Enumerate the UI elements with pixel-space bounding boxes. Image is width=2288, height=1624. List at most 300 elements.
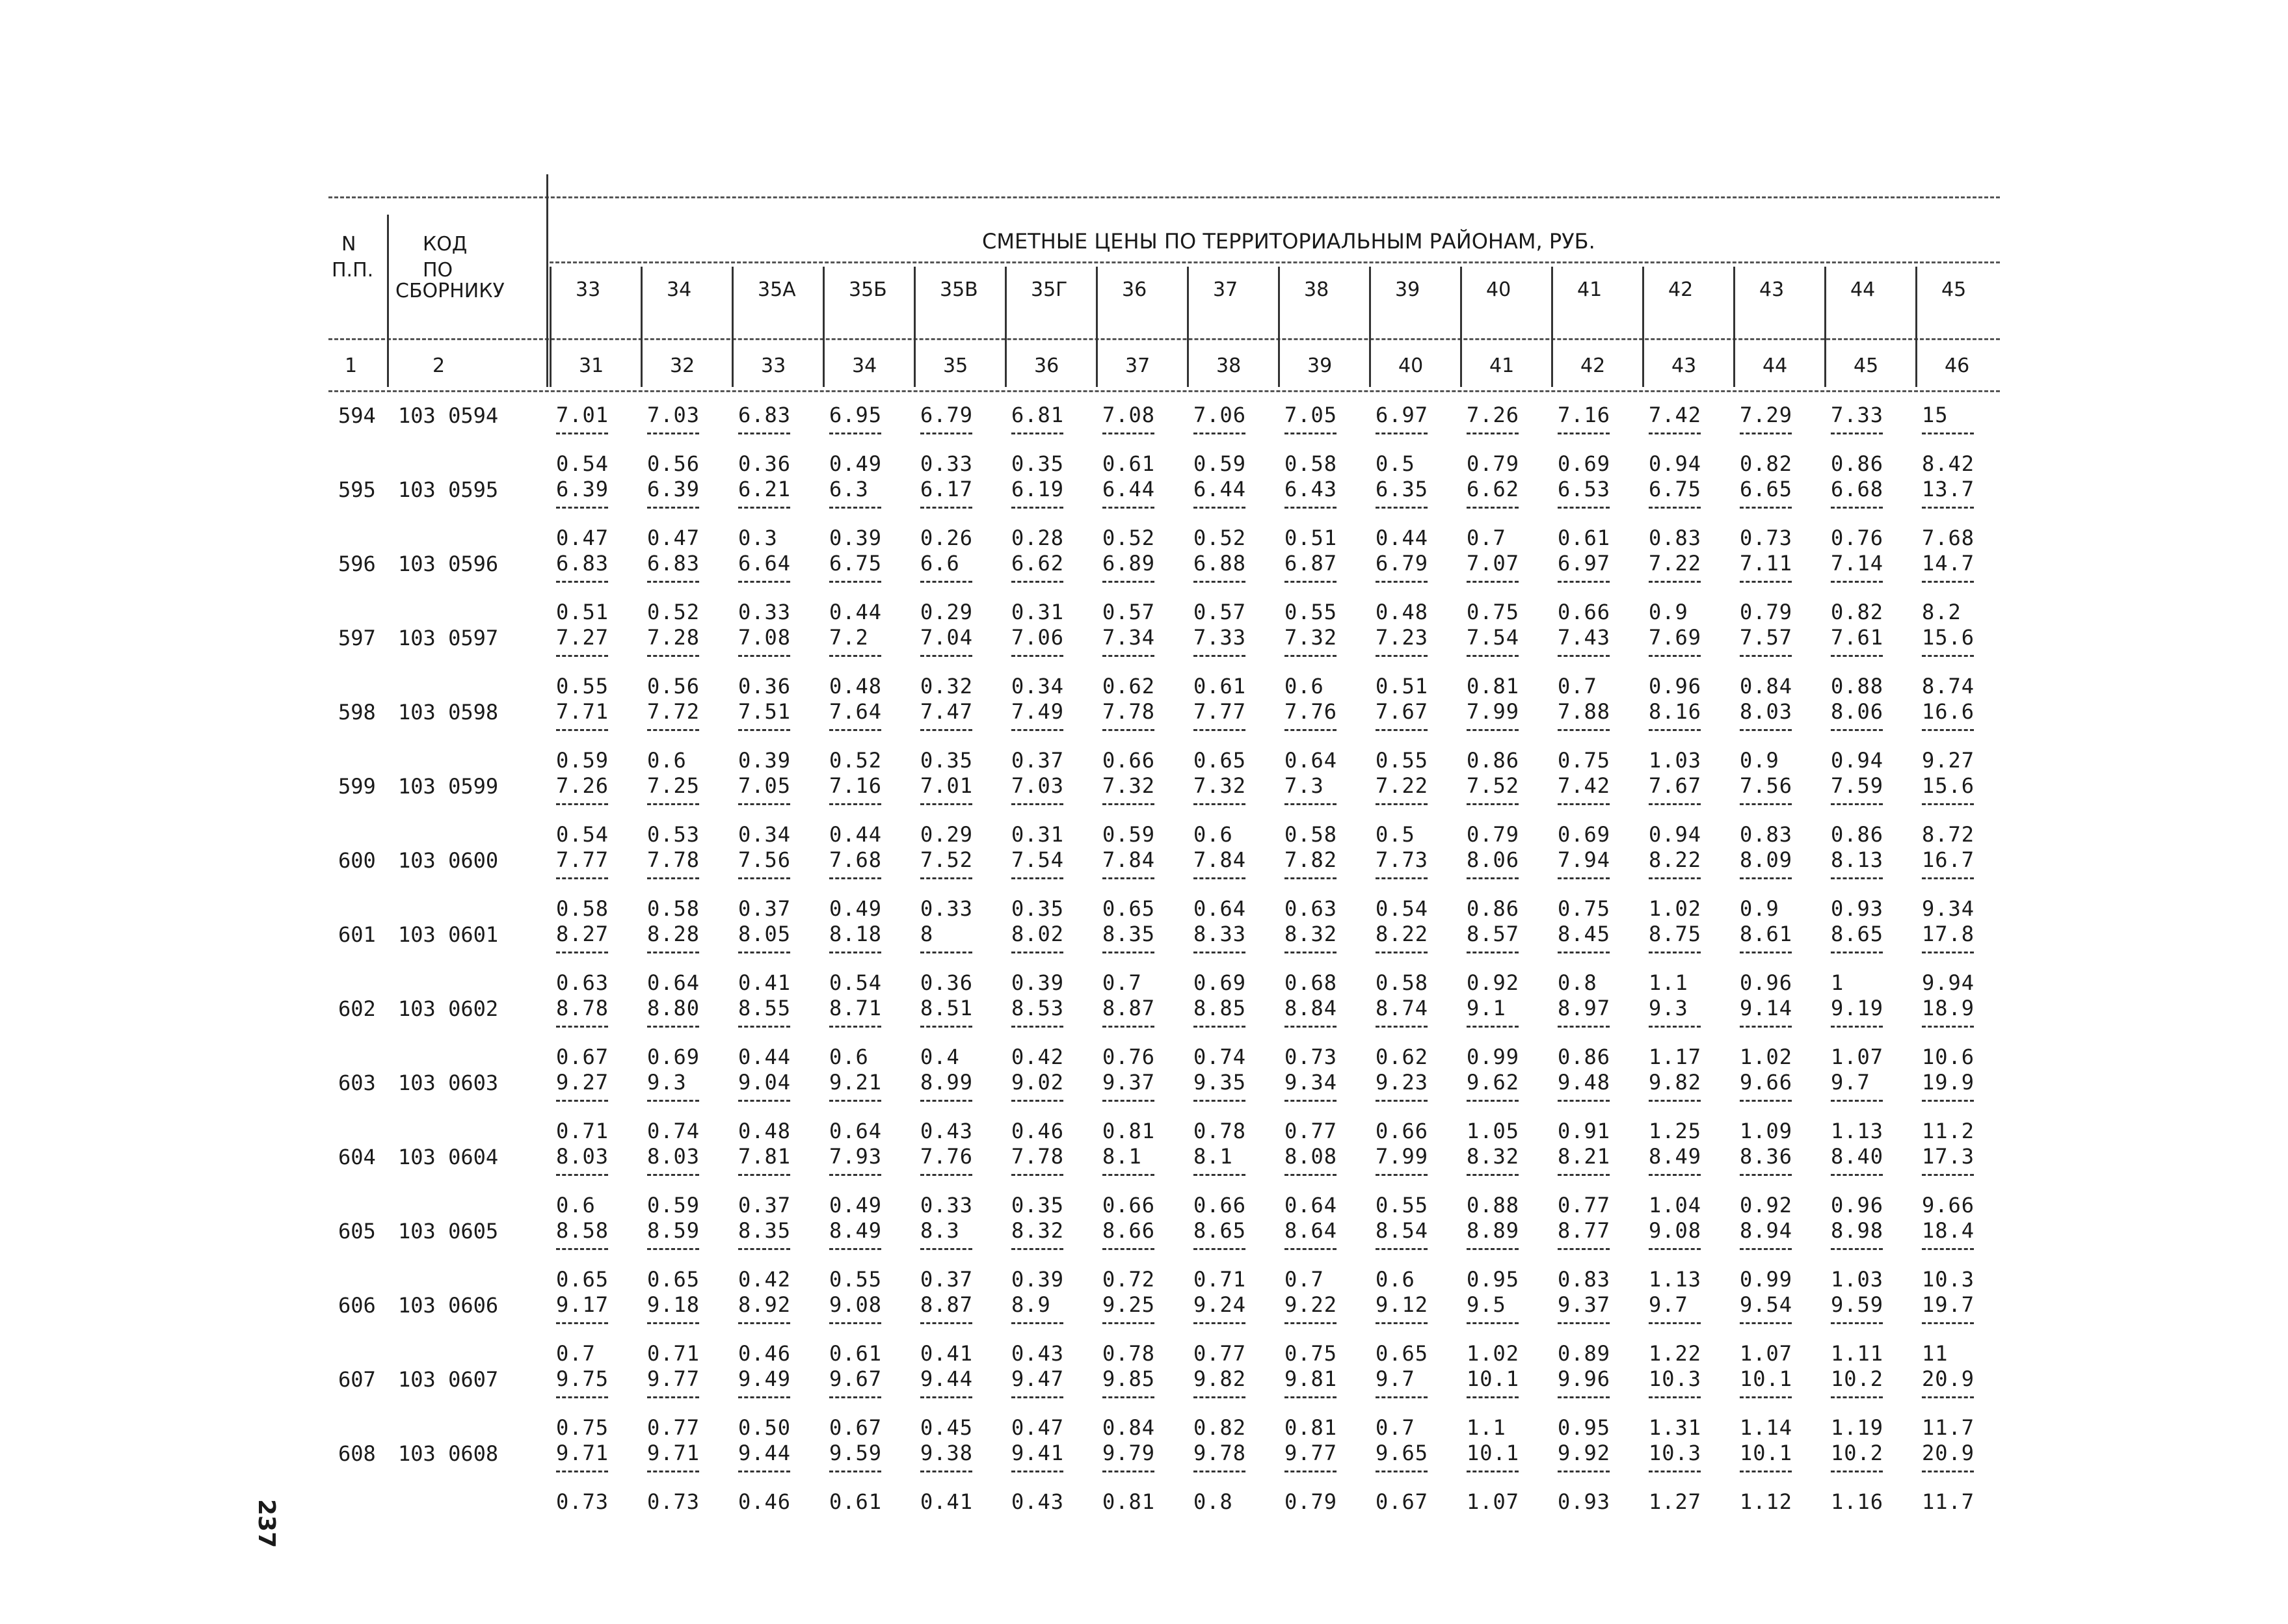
fraction-line (920, 729, 972, 731)
fraction-line (1558, 1174, 1610, 1176)
labor-value: 0.55 (1376, 748, 1429, 773)
price-value: 9.3 (647, 1070, 687, 1095)
fraction-line (1922, 581, 1974, 583)
fraction-line (1193, 507, 1245, 509)
fraction-line (738, 877, 790, 879)
labor-value: 0.58 (556, 896, 609, 921)
price-value: 9.35 (1193, 1070, 1247, 1095)
price-value: 7.84 (1102, 847, 1156, 872)
labor-value: 0.67 (829, 1415, 883, 1440)
fraction-line (1193, 1322, 1245, 1324)
labor-value: 0.50 (738, 1415, 791, 1440)
fraction-line (1193, 1471, 1245, 1472)
price-value: 9.19 (1831, 996, 1884, 1020)
price-value: 8.02 (1011, 922, 1065, 946)
labor-value: 0.35 (920, 748, 974, 773)
fraction-line (1467, 1100, 1519, 1102)
column-number: 42 (1580, 354, 1606, 377)
price-value: 8.75 (1649, 922, 1702, 946)
labor-value: 0.65 (647, 1267, 700, 1292)
region-divider (1642, 267, 1644, 387)
price-value: 8.45 (1558, 922, 1611, 946)
price-value: 7.99 (1376, 1144, 1429, 1169)
labor-value: 0.81 (1284, 1415, 1338, 1440)
row-number: 599 (338, 774, 376, 799)
region-divider (914, 267, 916, 387)
fraction-line (1740, 729, 1792, 731)
page-number: 237 (253, 1499, 280, 1549)
price-value: 7.34 (1102, 625, 1156, 650)
fraction-line (1011, 952, 1063, 953)
labor-value: 0.68 (1284, 970, 1338, 995)
fraction-line (647, 581, 699, 583)
price-value: 8.08 (1284, 1144, 1338, 1169)
labor-value: 0.58 (1284, 451, 1338, 476)
labor-value: 0.59 (647, 1193, 700, 1218)
labor-value: 0.3 (738, 526, 778, 550)
fraction-line (1740, 581, 1792, 583)
labor-value: 11.7 (1922, 1415, 1975, 1440)
labor-value: 0.66 (1376, 1119, 1429, 1143)
price-value: 7.82 (1284, 847, 1338, 872)
price-value: 8.89 (1467, 1218, 1520, 1243)
price-value: 9.71 (556, 1441, 609, 1465)
price-value: 6.43 (1284, 477, 1338, 501)
labor-value: 0.64 (647, 970, 700, 995)
labor-value: 0.94 (1649, 822, 1702, 847)
price-value: 8.55 (738, 996, 791, 1020)
labor-value: 0.69 (1558, 822, 1611, 847)
labor-value: 0.72 (1102, 1267, 1156, 1292)
price-value: 6.6 (920, 551, 960, 576)
fraction-line (1193, 655, 1245, 657)
fraction-line (1740, 1174, 1792, 1176)
labor-value: 9.34 (1922, 896, 1975, 921)
price-value: 7.33 (1193, 625, 1247, 650)
fraction-line (1011, 433, 1063, 434)
fraction-line (1193, 1174, 1245, 1176)
labor-value: 0.94 (1649, 451, 1702, 476)
fraction-line (1467, 655, 1519, 657)
fraction-line (1011, 581, 1063, 583)
price-value: 8.80 (647, 996, 700, 1020)
labor-value: 0.66 (1102, 1193, 1156, 1218)
region-divider (732, 267, 734, 387)
labor-value: 0.49 (829, 451, 883, 476)
price-value: 15.6 (1922, 625, 1975, 650)
fraction-line (829, 1248, 881, 1250)
price-value: 8.87 (1102, 996, 1156, 1020)
header-mid-rule (328, 338, 2000, 340)
labor-value: 0.41 (920, 1489, 974, 1514)
fraction-line (738, 1322, 790, 1324)
region-divider (823, 267, 825, 387)
labor-value: 11.2 (1922, 1119, 1975, 1143)
price-value: 9.67 (829, 1366, 883, 1391)
labor-value: 0.41 (920, 1341, 974, 1366)
labor-value: 0.75 (1467, 600, 1520, 624)
region-label: 43 (1759, 278, 1785, 301)
price-value: 9.04 (738, 1070, 791, 1095)
fraction-line (1011, 729, 1063, 731)
fraction-line (1102, 729, 1154, 731)
labor-value: 1.07 (1740, 1341, 1793, 1366)
fraction-line (1558, 1026, 1610, 1028)
fraction-line (1831, 507, 1883, 509)
fraction-line (1467, 1026, 1519, 1028)
fraction-line (829, 433, 881, 434)
fraction-line (1284, 433, 1337, 434)
fraction-line (647, 803, 699, 805)
labor-value: 0.37 (738, 896, 791, 921)
price-value: 7.01 (920, 773, 974, 798)
row-code: 103 0596 (398, 552, 499, 576)
fraction-line (1740, 1248, 1792, 1250)
labor-value: 0.52 (1102, 526, 1156, 550)
price-value: 7.33 (1831, 403, 1884, 427)
fraction-line (1102, 655, 1154, 657)
fraction-line (556, 952, 608, 953)
price-value: 6.35 (1376, 477, 1429, 501)
labor-value: 0.9 (1740, 748, 1779, 773)
price-value: 7.05 (1284, 403, 1338, 427)
region-label: 35Б (849, 278, 887, 301)
fraction-line (1922, 1100, 1974, 1102)
fraction-line (1467, 1396, 1519, 1398)
price-value: 8.27 (556, 922, 609, 946)
price-value: 7.72 (647, 699, 700, 724)
fraction-line (1649, 1322, 1701, 1324)
fraction-line (1376, 952, 1428, 953)
row-code: 103 0600 (398, 848, 499, 873)
fraction-line (829, 877, 881, 879)
price-value: 8.98 (1831, 1218, 1884, 1243)
row-code: 103 0607 (398, 1367, 499, 1392)
price-value: 8.40 (1831, 1144, 1884, 1169)
fraction-line (1011, 1026, 1063, 1028)
price-value: 6.87 (1284, 551, 1338, 576)
region-rule (550, 261, 2000, 263)
labor-value: 0.84 (1102, 1415, 1156, 1440)
labor-value: 8.2 (1922, 600, 1962, 624)
price-value: 7.77 (556, 847, 609, 872)
labor-value: 0.31 (1011, 600, 1065, 624)
labor-value: 0.7 (1467, 526, 1506, 550)
fraction-line (1284, 1322, 1337, 1324)
price-value: 7.78 (1011, 1144, 1065, 1169)
fraction-line (1102, 581, 1154, 583)
row-number: 597 (338, 626, 376, 650)
labor-value: 0.79 (1284, 1489, 1338, 1514)
labor-value: 1.11 (1831, 1341, 1884, 1366)
labor-value: 0.36 (738, 451, 791, 476)
column-number: 43 (1671, 354, 1697, 377)
labor-value: 0.56 (647, 674, 700, 699)
price-value: 7.57 (1740, 625, 1793, 650)
labor-value: 0.64 (829, 1119, 883, 1143)
fraction-line (1649, 1396, 1701, 1398)
labor-value: 0.75 (1558, 748, 1611, 773)
fraction-line (1102, 877, 1154, 879)
price-value: 6.89 (1102, 551, 1156, 576)
region-label: 36 (1122, 278, 1147, 301)
fraction-line (647, 1322, 699, 1324)
price-value: 7.69 (1649, 625, 1702, 650)
fraction-line (1011, 655, 1063, 657)
labor-value: 0.44 (738, 1045, 791, 1069)
labor-value: 11.7 (1922, 1489, 1975, 1514)
fraction-line (1467, 803, 1519, 805)
labor-value: 0.46 (1011, 1119, 1065, 1143)
fraction-line (1102, 1248, 1154, 1250)
price-value: 6.39 (556, 477, 609, 501)
fraction-line (1649, 803, 1701, 805)
price-value: 16.7 (1922, 847, 1975, 872)
labor-value: 0.69 (647, 1045, 700, 1069)
fraction-line (1376, 877, 1428, 879)
labor-value: 8.72 (1922, 822, 1975, 847)
price-value: 7.88 (1558, 699, 1611, 724)
labor-value: 1.22 (1649, 1341, 1702, 1366)
fraction-line (556, 1396, 608, 1398)
region-divider (1005, 267, 1007, 387)
row-code: 103 0599 (398, 774, 499, 799)
price-value: 6.97 (1558, 551, 1611, 576)
price-value: 7.11 (1740, 551, 1793, 576)
price-value: 8.05 (738, 922, 791, 946)
labor-value: 0.29 (920, 822, 974, 847)
price-value: 7.93 (829, 1144, 883, 1169)
labor-value: 0.58 (1284, 822, 1338, 847)
row-code: 103 0597 (398, 626, 499, 650)
price-value: 9.77 (647, 1366, 700, 1391)
labor-value: 0.58 (1376, 970, 1429, 995)
labor-value: 0.7 (1558, 674, 1597, 699)
labor-value: 0.56 (647, 451, 700, 476)
price-value: 7.61 (1831, 625, 1884, 650)
fraction-line (1102, 1396, 1154, 1398)
fraction-line (1102, 507, 1154, 509)
price-value: 7.16 (829, 773, 883, 798)
labor-value: 1.1 (1467, 1415, 1506, 1440)
labor-value: 0.32 (920, 674, 974, 699)
labor-value: 0.77 (1284, 1119, 1338, 1143)
labor-value: 1.14 (1740, 1415, 1793, 1440)
labor-value: 0.99 (1740, 1267, 1793, 1292)
fraction-line (556, 1322, 608, 1324)
fraction-line (1284, 1174, 1337, 1176)
price-value: 7.42 (1558, 773, 1611, 798)
labor-value: 1.31 (1649, 1415, 1702, 1440)
col-num-header-2: П.П. (332, 259, 374, 282)
labor-value: 0.95 (1467, 1267, 1520, 1292)
price-value: 7.32 (1102, 773, 1156, 798)
labor-value: 0.59 (556, 748, 609, 773)
fraction-line (1467, 729, 1519, 731)
price-value: 10.1 (1467, 1366, 1520, 1391)
price-value: 10.2 (1831, 1441, 1884, 1465)
column-number: 34 (852, 354, 877, 377)
price-value: 20.9 (1922, 1441, 1975, 1465)
price-value: 7.25 (647, 773, 700, 798)
row-number: 594 (338, 403, 376, 428)
region-label: 38 (1304, 278, 1329, 301)
labor-value: 1.27 (1649, 1489, 1702, 1514)
fraction-line (1922, 877, 1974, 879)
price-value: 9.7 (1376, 1366, 1415, 1391)
price-value: 8.03 (647, 1144, 700, 1169)
fraction-line (1376, 655, 1428, 657)
labor-value: 0.52 (829, 748, 883, 773)
price-value: 9.14 (1740, 996, 1793, 1020)
price-value: 7.08 (738, 625, 791, 650)
labor-value: 0.48 (738, 1119, 791, 1143)
labor-value: 1.03 (1831, 1267, 1884, 1292)
header-divider-2 (546, 174, 548, 387)
fraction-line (1284, 729, 1337, 731)
price-value: 9.75 (556, 1366, 609, 1391)
labor-value: 0.81 (1102, 1489, 1156, 1514)
price-value: 8.66 (1102, 1218, 1156, 1243)
labor-value: 11 (1922, 1341, 1949, 1366)
price-value: 8.65 (1831, 922, 1884, 946)
fraction-line (1011, 803, 1063, 805)
price-value: 15 (1922, 403, 1949, 427)
price-value: 7.14 (1831, 551, 1884, 576)
fraction-line (738, 433, 790, 434)
fraction-line (1284, 655, 1337, 657)
fraction-line (738, 507, 790, 509)
fraction-line (920, 433, 972, 434)
labor-value: 0.94 (1831, 748, 1884, 773)
col-code-header-1: КОД (423, 233, 468, 256)
fraction-line (1376, 1471, 1428, 1472)
price-value: 9.12 (1376, 1292, 1429, 1317)
fraction-line (738, 729, 790, 731)
fraction-line (1649, 655, 1701, 657)
fraction-line (920, 1174, 972, 1176)
region-divider (1460, 267, 1462, 387)
fraction-line (920, 1100, 972, 1102)
fraction-line (1649, 433, 1701, 434)
price-value: 8.64 (1284, 1218, 1338, 1243)
labor-value: 0.6 (829, 1045, 869, 1069)
fraction-line (1740, 1471, 1792, 1472)
price-value: 8.06 (1467, 847, 1520, 872)
price-value: 7.52 (920, 847, 974, 872)
fraction-line (1740, 1100, 1792, 1102)
labor-value: 9.66 (1922, 1193, 1975, 1218)
labor-value: 1.13 (1649, 1267, 1702, 1292)
header-divider-1 (387, 215, 389, 387)
labor-value: 0.51 (556, 600, 609, 624)
labor-value: 0.5 (1376, 822, 1415, 847)
labor-value: 0.67 (1376, 1489, 1429, 1514)
labor-value: 0.52 (647, 600, 700, 624)
labor-value: 0.61 (1193, 674, 1247, 699)
price-value: 7.64 (829, 699, 883, 724)
column-number: 36 (1034, 354, 1059, 377)
price-value: 9.27 (556, 1070, 609, 1095)
fraction-line (1831, 433, 1883, 434)
labor-value: 0.86 (1467, 748, 1520, 773)
fraction-line (829, 1174, 881, 1176)
price-value: 7.43 (1558, 625, 1611, 650)
labor-value: 0.92 (1467, 970, 1520, 995)
labor-value: 0.59 (1102, 822, 1156, 847)
labor-value: 0.96 (1649, 674, 1702, 699)
fraction-line (1102, 1100, 1154, 1102)
row-code: 103 0594 (398, 403, 499, 428)
fraction-line (829, 1100, 881, 1102)
fraction-line (1102, 1174, 1154, 1176)
price-value: 8.21 (1558, 1144, 1611, 1169)
row-code: 103 0605 (398, 1219, 499, 1244)
fraction-line (920, 1248, 972, 1250)
price-value: 8.94 (1740, 1218, 1793, 1243)
fraction-line (1193, 1026, 1245, 1028)
fraction-line (1376, 1396, 1428, 1398)
price-value: 8.54 (1376, 1218, 1429, 1243)
labor-value: 0.44 (829, 822, 883, 847)
fraction-line (1467, 1174, 1519, 1176)
price-value: 8.49 (1649, 1144, 1702, 1169)
labor-value: 0.73 (647, 1489, 700, 1514)
labor-value: 0.79 (1467, 451, 1520, 476)
fraction-line (1649, 877, 1701, 879)
price-value: 6.97 (1376, 403, 1429, 427)
fraction-line (556, 1248, 608, 1250)
labor-value: 1.16 (1831, 1489, 1884, 1514)
price-value: 8.3 (920, 1218, 960, 1243)
fraction-line (920, 581, 972, 583)
price-value: 7.16 (1558, 403, 1611, 427)
price-value: 8.49 (829, 1218, 883, 1243)
fraction-line (1831, 1026, 1883, 1028)
price-value: 7.22 (1649, 551, 1702, 576)
column-number: 1 (345, 354, 358, 377)
row-number: 603 (338, 1071, 376, 1095)
labor-value: 0.45 (920, 1415, 974, 1440)
price-value: 9.7 (1831, 1070, 1870, 1095)
fraction-line (556, 1471, 608, 1472)
price-value: 7.23 (1376, 625, 1429, 650)
fraction-line (829, 1322, 881, 1324)
region-label: 44 (1850, 278, 1876, 301)
labor-value: 10.6 (1922, 1045, 1975, 1069)
labor-value: 0.35 (1011, 896, 1065, 921)
fraction-line (738, 803, 790, 805)
price-value: 8.92 (738, 1292, 791, 1317)
row-code: 103 0606 (398, 1293, 499, 1318)
price-value: 9.23 (1376, 1070, 1429, 1095)
fraction-line (1193, 1248, 1245, 1250)
labor-value: 1.13 (1831, 1119, 1884, 1143)
labor-value: 0.82 (1193, 1415, 1247, 1440)
labor-value: 0.6 (1284, 674, 1324, 699)
price-value: 7.03 (647, 403, 700, 427)
column-number: 32 (670, 354, 695, 377)
price-value: 8.1 (1102, 1144, 1142, 1169)
fraction-line (1193, 729, 1245, 731)
fraction-line (556, 433, 608, 434)
price-value: 6.75 (829, 551, 883, 576)
price-value: 8.32 (1467, 1144, 1520, 1169)
fraction-line (1922, 803, 1974, 805)
fraction-line (1740, 877, 1792, 879)
price-value: 9.22 (1284, 1292, 1338, 1317)
labor-value: 1.07 (1831, 1045, 1884, 1069)
